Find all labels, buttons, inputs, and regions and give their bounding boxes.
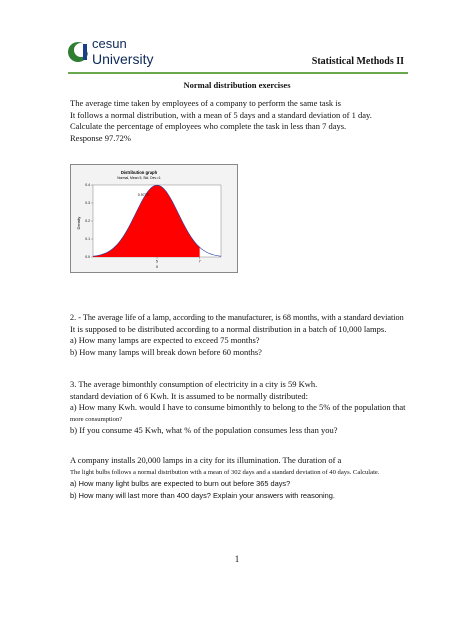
problem-1-line: The average time taken by employees of a company to perform the same task is — [70, 98, 341, 108]
problem-1 — [70, 98, 410, 144]
logo-wordmark — [92, 37, 153, 66]
x-tick-label: 7 — [198, 259, 201, 264]
logo-line-1: cesun — [92, 36, 127, 51]
header-rule — [68, 72, 408, 74]
problem-3 — [70, 379, 410, 437]
distribution-chart — [70, 164, 238, 273]
problem-2-line: It is supposed to be distributed according to a normal distribution in a batch of 10,000 lamps. — [70, 323, 387, 334]
problem-1-line: It follows a normal distribution, with a mean of 5 days and a standard deviation of 1 day. — [70, 109, 372, 120]
chart-xlabel: X — [155, 265, 159, 269]
problem-3-question-a: a) How many Kwh. would I have to consume bimonthly to belong to the 5% of the population that — [70, 402, 406, 412]
problem-2-line: 2. - The average life of a lamp, according to the manufacturer, is 68 months, with a standard deviation — [70, 313, 404, 322]
y-tick-label: 0.4 — [85, 183, 90, 188]
y-tick-label: 0.3 — [85, 201, 90, 206]
problem-3-line: more consumption? — [70, 415, 123, 423]
chart-subtitle: Normal, Mean 5, Std. Dev.=1 — [117, 176, 161, 180]
problem-1-line: Calculate the percentage of employees who complete the task in less than 7 days. — [70, 121, 347, 131]
document-title: Normal distribution exercises — [183, 80, 291, 90]
problem-4-line: A company installs 20,000 lamps in a city for its illumination. The duration of a — [70, 455, 342, 465]
problem-4-question-b: b) How many will last more than 400 days? Explain your answers with reasoning. — [70, 490, 335, 500]
problem-3-line: standard deviation of 6 Kwh. It is assumed to be normally distributed: — [70, 390, 308, 401]
problem-2-question-b: b) How many lamps will break down before 60 months? — [70, 346, 262, 357]
problem-4 — [70, 455, 410, 501]
problem-1-answer: Response 97.72% — [70, 132, 131, 143]
problem-4-question-a: a) How many light bulbs are expected to burn out before 365 days? — [70, 479, 291, 488]
chart-ylabel: Density — [77, 216, 81, 230]
problem-3-line: 3. The average bimonthly consumption of electricity in a city is 59 Kwh. — [70, 379, 318, 389]
problem-2-question-a: a) How many lamps are expected to exceed 75 months? — [70, 335, 260, 345]
page-number: 1 — [234, 554, 240, 564]
x-tick-label: 5 — [156, 259, 158, 264]
probability-annotation: 0.9772 — [137, 192, 149, 197]
y-tick-label: 0.0 — [85, 255, 90, 260]
problem-2 — [70, 312, 410, 358]
y-tick-label: 0.2 — [85, 219, 90, 224]
y-tick-label: 0.1 — [85, 237, 90, 242]
problem-3-question-b: b) If you consume 45 Kwh, what % of the population consumes less than you? — [70, 425, 338, 435]
logo-line-2: University — [92, 51, 154, 67]
distribution-chart-svg — [71, 165, 237, 272]
course-title: Statistical Methods II — [311, 56, 404, 67]
chart-title: Distribution graph — [120, 170, 158, 175]
problem-4-line: The light bulbs follows a normal distribution with a mean of 302 days and a standard deviation of 40 days. Calculate. — [70, 468, 380, 476]
